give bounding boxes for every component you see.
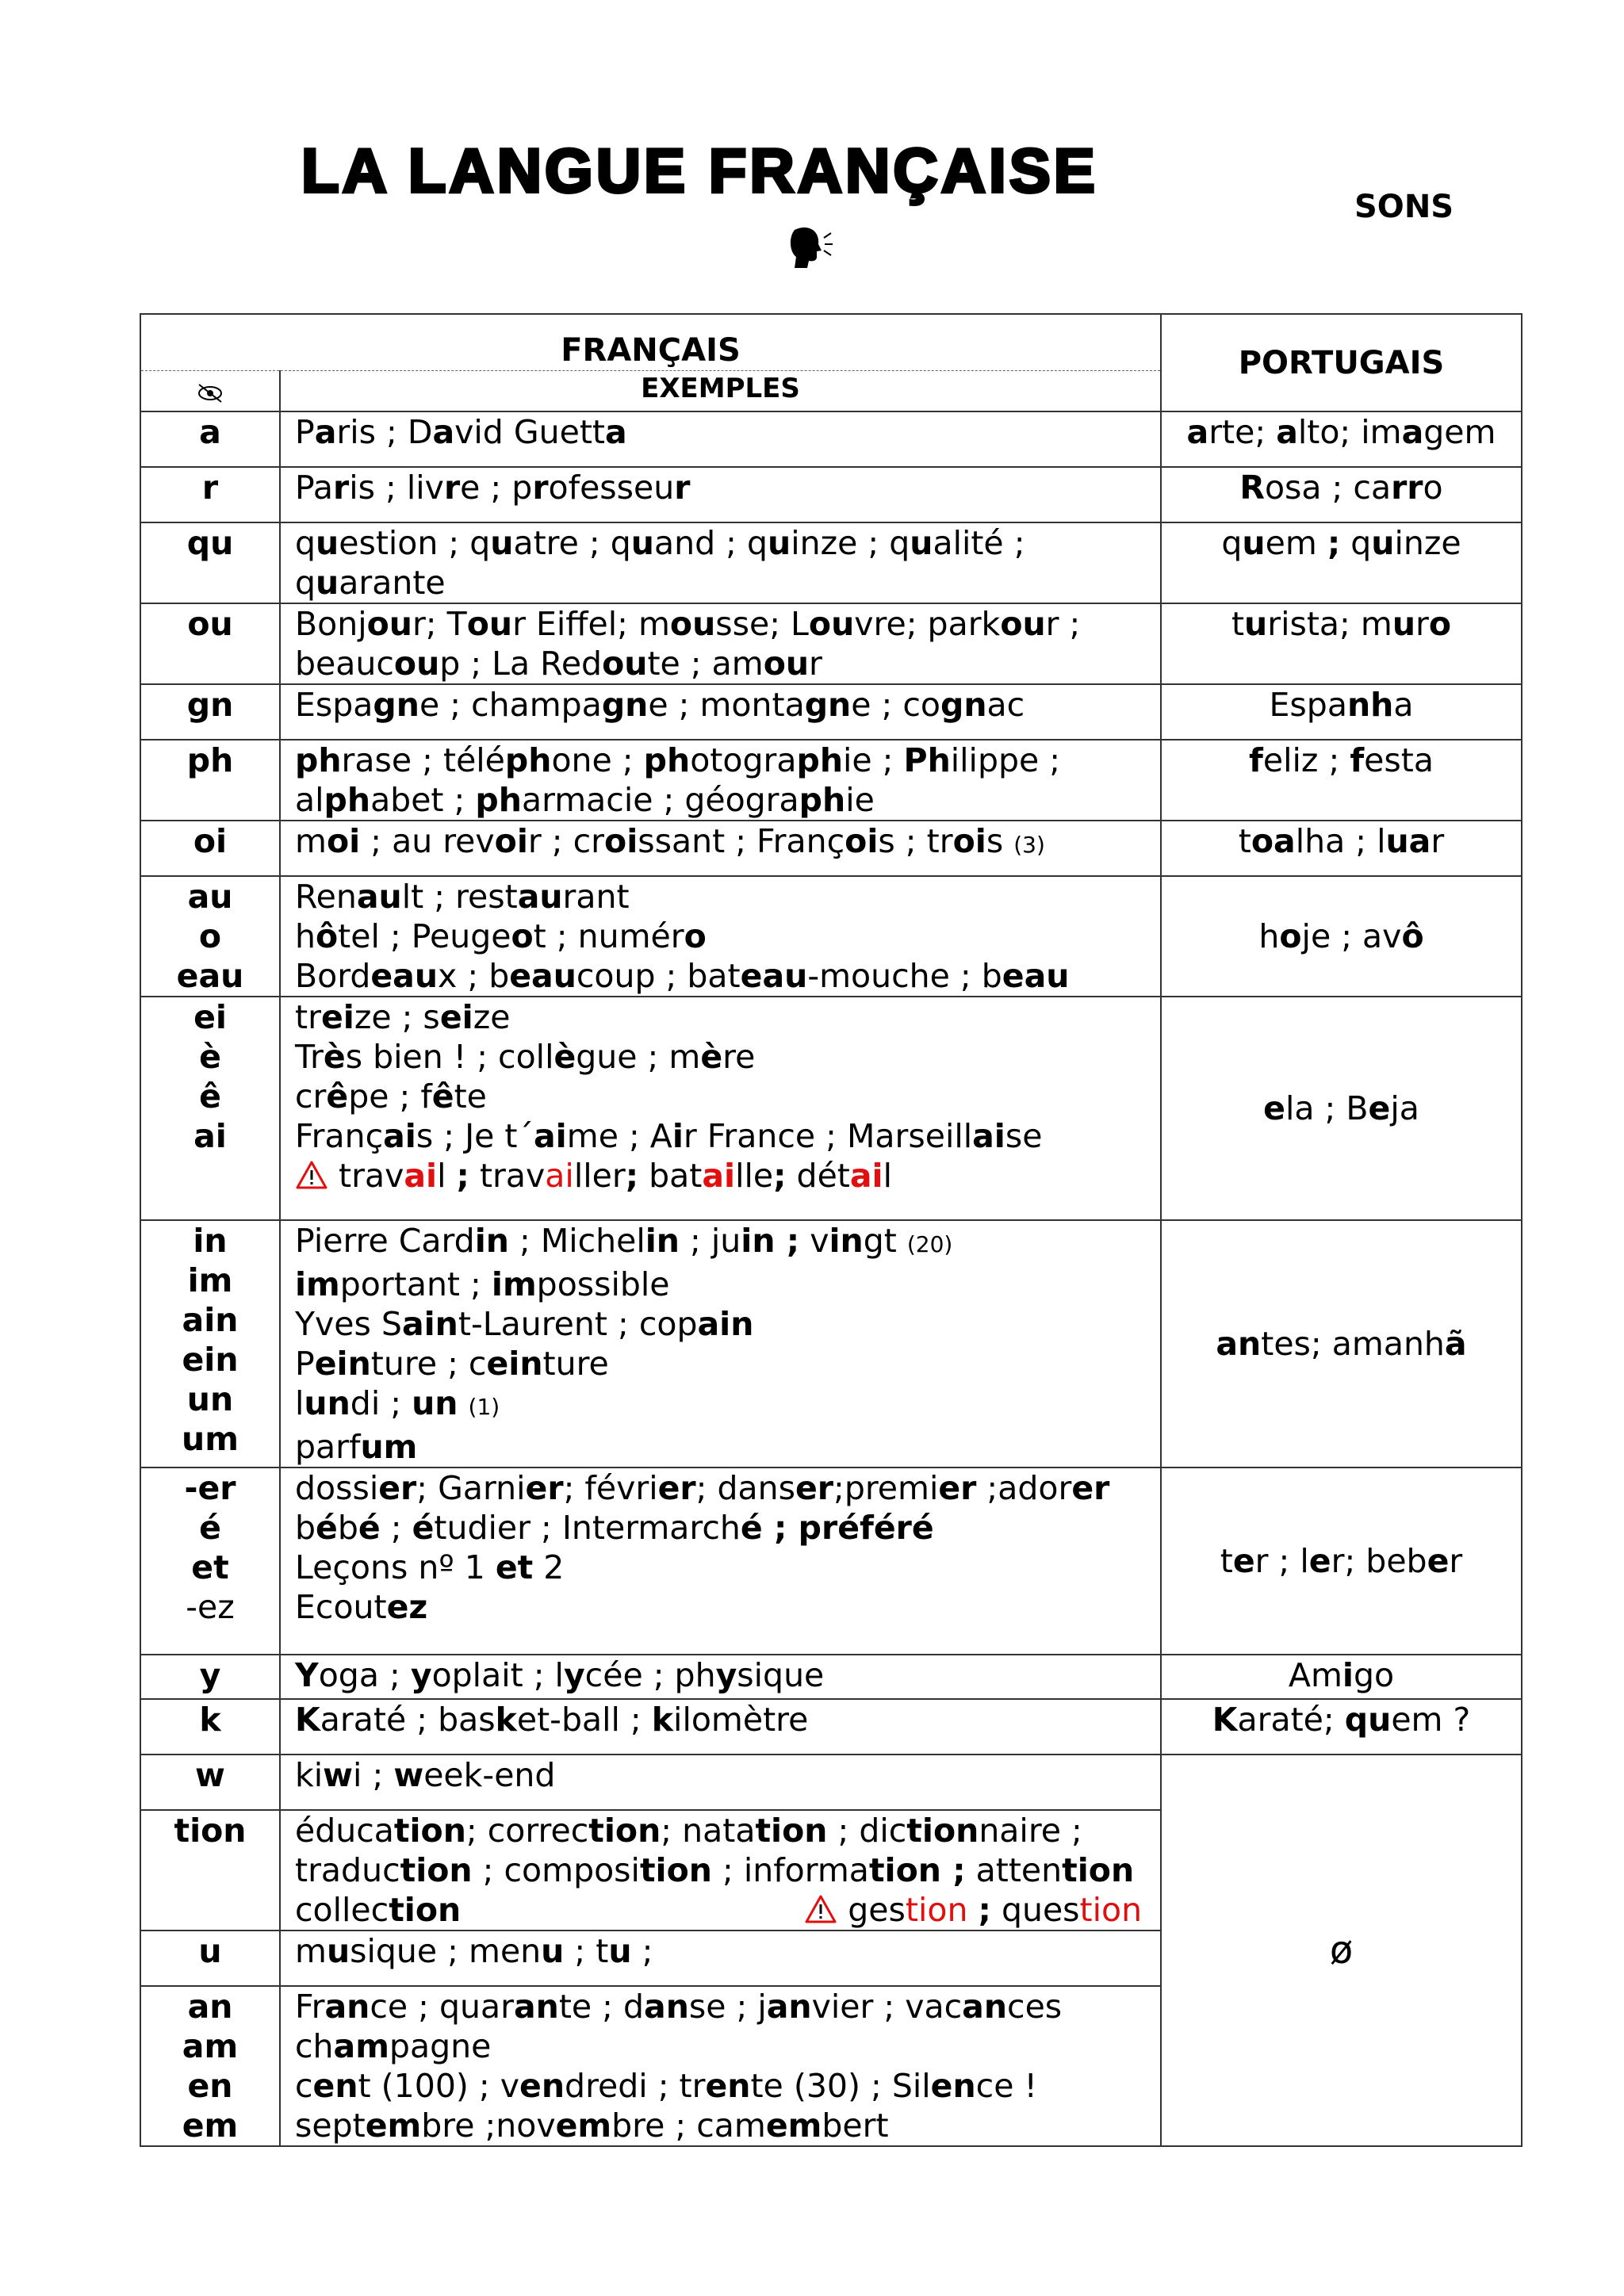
example-line: Bordeaux ; beaucoup ; bateau-mouche ; beau: [295, 957, 1070, 995]
table-row: [140, 821, 1522, 876]
sound-label: r: [201, 469, 219, 507]
example-line: cent (100) ; vendredi ; trente (30) ; Silence !: [295, 2067, 1037, 2105]
portuguese-cell: Espanha: [1161, 684, 1522, 740]
example-line: Bonjour; Tour Eiffel; mousse; Louvre; parkour ;: [295, 605, 1081, 643]
sound-cell: [140, 603, 280, 684]
example-line: dossier; Garnier; février; danser;premier ;adorer: [295, 1469, 1110, 1507]
example-line: Paris ; David Guetta: [295, 413, 627, 451]
header-portugais: PORTUGAIS: [1161, 314, 1522, 411]
examples-cell: [280, 1755, 1161, 1810]
table-row: [140, 1655, 1522, 1699]
sound-cell: [140, 467, 280, 522]
examples-cell: [280, 997, 1161, 1220]
table-row: [140, 603, 1522, 684]
example-line: crêpe ; fête: [295, 1077, 487, 1115]
header-francais: FRANÇAIS: [140, 314, 1161, 371]
portuguese-cell: quem ; quinze: [1161, 522, 1522, 603]
portuguese-cell: Rosa ; carro: [1161, 467, 1522, 522]
sound-label: tion: [174, 1812, 247, 1850]
examples-cell: [280, 684, 1161, 740]
header-icon-cell: [140, 371, 280, 412]
sound-cell: [140, 1931, 280, 1986]
sound-label: -er: [184, 1469, 236, 1507]
examples-cell: [280, 821, 1161, 876]
table-row: [140, 876, 1522, 997]
examples-cell: [280, 1220, 1161, 1468]
examples-cell: [280, 1699, 1161, 1755]
portuguese-cell: hoje ; avô: [1161, 876, 1522, 997]
table-row: [140, 1468, 1522, 1655]
example-line: question ; quatre ; quand ; quinze ; qualité ;: [295, 524, 1025, 562]
sound-cell: [140, 876, 280, 997]
examples-cell: [280, 1655, 1161, 1699]
speaking-head-icon: [787, 224, 834, 271]
example-line: bébé ; étudier ; Intermarché ; préféré: [295, 1509, 934, 1547]
no-equivalent-cell: ø: [1161, 1755, 1522, 2146]
table-row: [140, 740, 1522, 821]
example-line: Leçons nº 1 et 2: [295, 1548, 565, 1586]
sound-label: eau: [176, 957, 244, 995]
portuguese-cell: toalha ; luar: [1161, 821, 1522, 876]
sound-cell: [140, 522, 280, 603]
example-line: phrase ; téléphone ; photographie ; Philippe ;: [295, 741, 1061, 779]
header-exemples: EXEMPLES: [280, 371, 1161, 412]
example-line: Yoga ; yoplait ; lycée ; physique: [295, 1656, 825, 1694]
examples-cell: [280, 1986, 1161, 2146]
eye-slash-icon: [194, 381, 226, 405]
examples-cell: [280, 1810, 1161, 1931]
sound-label: oi: [193, 822, 228, 860]
warning-icon: [295, 1160, 328, 1190]
examples-cell: [280, 1468, 1161, 1655]
example-line: collection gestion ; question: [295, 1891, 1143, 1929]
example-line: Espagne ; champagne ; montagne ; cognac: [295, 686, 1025, 724]
sound-label: im: [187, 1261, 233, 1299]
sounds-table: [140, 313, 1522, 2147]
example-line: Renault ; restaurant: [295, 878, 630, 916]
example-line: champagne: [295, 2027, 492, 2065]
sound-cell: [140, 1220, 280, 1468]
sound-label: -ez: [186, 1588, 235, 1626]
portuguese-cell: Karaté; quem ?: [1161, 1699, 1522, 1755]
sound-label: au: [187, 878, 233, 916]
example-line: kiwi ; week-end: [295, 1756, 556, 1794]
example-line: France ; quarante ; danse ; janvier ; vacances: [295, 1988, 1063, 2026]
sound-label: gn: [186, 686, 234, 724]
sound-label: um: [182, 1420, 239, 1458]
example-line: éducation; correction; natation ; dictionnaire ;: [295, 1812, 1082, 1850]
example-line: septembre ;novembre ; camembert: [295, 2107, 889, 2145]
example-line: hôtel ; Peugeot ; numéro: [295, 917, 707, 955]
portuguese-cell: turista; muro: [1161, 603, 1522, 684]
sound-label: qu: [186, 524, 234, 562]
table-row: [140, 411, 1522, 467]
example-line: moi ; au revoir ; croissant ; François ; trois (3): [295, 822, 1045, 860]
sound-label: un: [186, 1380, 234, 1418]
table-row: [140, 997, 1522, 1220]
sound-label: et: [191, 1548, 229, 1586]
sound-label: ein: [182, 1341, 239, 1379]
sound-label: y: [199, 1656, 221, 1694]
sound-label: in: [193, 1222, 228, 1260]
sound-cell: [140, 1986, 280, 2146]
sound-label: k: [199, 1701, 221, 1739]
page-title: LA LANGUE FRANÇAISE: [301, 136, 1098, 205]
table-row: [140, 1699, 1522, 1755]
sound-label: ai: [193, 1117, 227, 1155]
example-line: musique ; menu ; tu ;: [295, 1932, 653, 1970]
examples-cell: [280, 467, 1161, 522]
sound-cell: [140, 1810, 280, 1931]
portuguese-cell: ter ; ler; beber: [1161, 1468, 1522, 1655]
examples-cell: [280, 876, 1161, 997]
portuguese-cell: Amigo: [1161, 1655, 1522, 1699]
example-line: Ecoutez: [295, 1588, 428, 1626]
sound-cell: [140, 1755, 280, 1810]
sound-label: a: [199, 413, 221, 451]
examples-cell: [280, 411, 1161, 467]
table-row: [140, 467, 1522, 522]
sound-label: ei: [193, 998, 227, 1036]
example-line: Français ; Je t´aime ; Air France ; Marseillaise: [295, 1117, 1043, 1155]
portuguese-cell: feliz ; festa: [1161, 740, 1522, 821]
example-line: traduction ; composition ; information ; attention: [295, 1851, 1135, 1889]
example-line: parfum: [295, 1428, 418, 1466]
example-line: treize ; seize: [295, 998, 511, 1036]
example-line: travail ; travailler; bataille; détail: [295, 1156, 1160, 1196]
table-row: [140, 684, 1522, 740]
sound-label: ph: [186, 741, 234, 779]
table-row: [140, 1755, 1522, 1810]
example-line: Paris ; livre ; professeur: [295, 469, 691, 507]
sound-cell: [140, 1468, 280, 1655]
sound-label: em: [182, 2107, 239, 2145]
warning-icon: [804, 1894, 837, 1924]
example-line: important ; impossible: [295, 1265, 670, 1303]
example-line: quarante: [295, 564, 446, 602]
example-line: Peinture ; ceinture: [295, 1345, 609, 1383]
sound-label: é: [199, 1509, 221, 1547]
sound-label: w: [195, 1756, 225, 1794]
example-line: Très bien ! ; collègue ; mère: [295, 1038, 756, 1076]
sound-cell: [140, 997, 280, 1220]
sound-cell: [140, 411, 280, 467]
sound-cell: [140, 684, 280, 740]
example-line: Yves Saint-Laurent ; copain: [295, 1305, 754, 1343]
sound-label: o: [198, 917, 222, 955]
sound-cell: [140, 821, 280, 876]
sound-cell: [140, 1655, 280, 1699]
example-line: Karaté ; basket-ball ; kilomètre: [295, 1701, 809, 1739]
sound-label: an: [187, 1988, 233, 2026]
sound-cell: [140, 740, 280, 821]
sound-cell: [140, 1699, 280, 1755]
page-subtitle: SONS: [1354, 189, 1454, 225]
sound-label: en: [187, 2067, 233, 2105]
portuguese-cell: antes; amanhã: [1161, 1220, 1522, 1468]
sound-label: ê: [199, 1077, 221, 1115]
table-row: [140, 522, 1522, 603]
portuguese-cell: arte; alto; imagem: [1161, 411, 1522, 467]
table-row: [140, 1220, 1522, 1468]
sound-label: ou: [187, 605, 233, 643]
example-line: beaucoup ; La Redoute ; amour: [295, 645, 822, 683]
examples-cell: [280, 603, 1161, 684]
portuguese-cell: ela ; Beja: [1161, 997, 1522, 1220]
example-line: lundi ; un (1): [295, 1384, 500, 1422]
sound-label: ain: [182, 1301, 239, 1339]
examples-cell: [280, 740, 1161, 821]
sound-label: è: [199, 1038, 221, 1076]
examples-cell: [280, 522, 1161, 603]
sound-label: am: [182, 2027, 239, 2065]
sound-label: u: [198, 1932, 222, 1970]
examples-cell: [280, 1931, 1161, 1986]
example-line: Pierre Cardin ; Michelin ; juin ; vingt (20): [295, 1222, 953, 1260]
example-line: alphabet ; pharmacie ; géographie: [295, 781, 875, 819]
